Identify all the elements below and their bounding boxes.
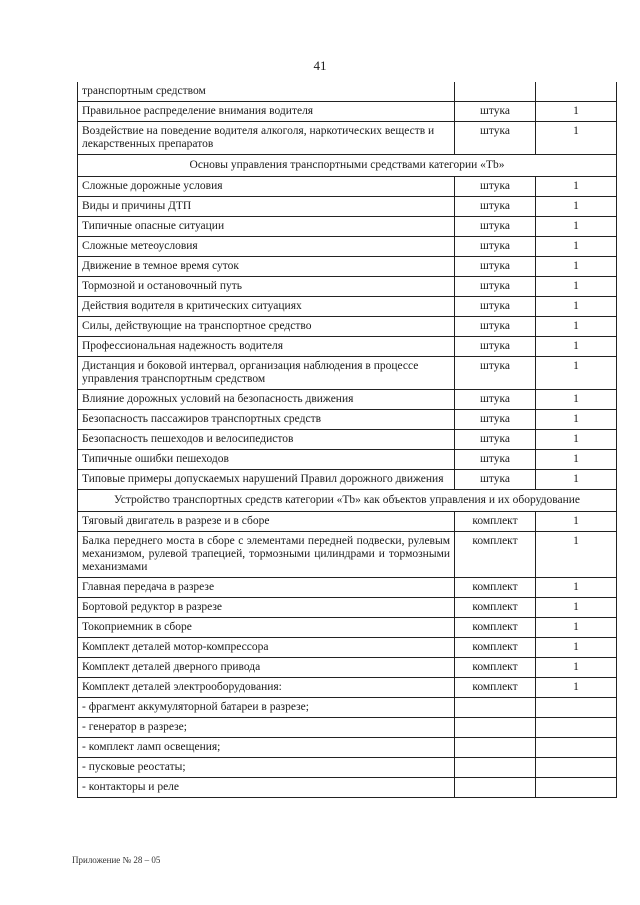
item-name: транспортным средством <box>78 82 455 102</box>
item-name: Типичные ошибки пешеходов <box>78 450 455 470</box>
item-name: Типичные опасные ситуации <box>78 217 455 237</box>
item-unit: штука <box>455 317 536 337</box>
item-name: - пусковые реостаты; <box>78 758 455 778</box>
item-name: Сложные метеоусловия <box>78 237 455 257</box>
page-footer: Приложение № 28 – 05 <box>72 855 161 865</box>
item-name: - контакторы и реле <box>78 778 455 798</box>
item-name: Токоприемник в сборе <box>78 618 455 638</box>
table-row <box>78 197 617 217</box>
item-qty: 1 <box>536 430 617 450</box>
item-qty: 1 <box>536 512 617 532</box>
item-qty: 1 <box>536 658 617 678</box>
item-unit: штука <box>455 470 536 490</box>
item-qty <box>536 758 617 778</box>
item-qty: 1 <box>536 297 617 317</box>
item-qty: 1 <box>536 237 617 257</box>
table-row <box>78 678 617 698</box>
item-name: Профессиональная надежность водителя <box>78 337 455 357</box>
table-row <box>78 658 617 678</box>
item-unit: комплект <box>455 598 536 618</box>
item-unit: штука <box>455 357 536 390</box>
item-name: Безопасность пешеходов и велосипедистов <box>78 430 455 450</box>
table-row <box>78 357 617 390</box>
item-unit <box>455 82 536 102</box>
item-qty: 1 <box>536 257 617 277</box>
item-qty: 1 <box>536 277 617 297</box>
item-unit: комплект <box>455 512 536 532</box>
item-qty: 1 <box>536 197 617 217</box>
table-row <box>78 758 617 778</box>
item-unit <box>455 698 536 718</box>
item-qty: 1 <box>536 410 617 430</box>
item-name: Комплект деталей электрооборудования: <box>78 678 455 698</box>
table-row <box>78 102 617 122</box>
item-qty <box>536 738 617 758</box>
item-name: Правильное распределение внимания водителя <box>78 102 455 122</box>
item-name: Силы, действующие на транспортное средство <box>78 317 455 337</box>
table-row <box>78 277 617 297</box>
item-unit: комплект <box>455 678 536 698</box>
table-row <box>78 778 617 798</box>
item-unit: комплект <box>455 532 536 578</box>
item-unit: штука <box>455 177 536 197</box>
item-qty <box>536 698 617 718</box>
item-qty: 1 <box>536 102 617 122</box>
item-name: Тормозной и остановочный путь <box>78 277 455 297</box>
item-name: - комплект ламп освещения; <box>78 738 455 758</box>
item-name: Комплект деталей мотор-компрессора <box>78 638 455 658</box>
item-qty: 1 <box>536 450 617 470</box>
table-row <box>78 317 617 337</box>
item-unit <box>455 778 536 798</box>
item-unit <box>455 758 536 778</box>
table-row <box>78 257 617 277</box>
item-qty: 1 <box>536 357 617 390</box>
table-row <box>78 122 617 155</box>
item-unit: штука <box>455 257 536 277</box>
item-unit: комплект <box>455 618 536 638</box>
section-title: Основы управления транспортными средствами категории «Тb» <box>78 155 617 177</box>
item-unit: штука <box>455 197 536 217</box>
item-qty: 1 <box>536 578 617 598</box>
table-row <box>78 217 617 237</box>
item-name: Балка переднего моста в сборе с элементами передней подвески, рулевым механизмом, рулевой трапецией, тормозными цилиндрами и тормозными механизмами <box>78 532 455 578</box>
item-name: Комплект деталей дверного привода <box>78 658 455 678</box>
item-qty: 1 <box>536 337 617 357</box>
item-qty: 1 <box>536 470 617 490</box>
item-name: Дистанция и боковой интервал, организация наблюдения в процессе управления транспортным средством <box>78 357 455 390</box>
item-name: Движение в темное время суток <box>78 257 455 277</box>
item-unit: штука <box>455 297 536 317</box>
item-name: Виды и причины ДТП <box>78 197 455 217</box>
item-unit <box>455 718 536 738</box>
item-unit: штука <box>455 277 536 297</box>
item-qty: 1 <box>536 317 617 337</box>
item-name: Типовые примеры допускаемых нарушений Правил дорожного движения <box>78 470 455 490</box>
item-unit: комплект <box>455 638 536 658</box>
item-name: - генератор в разрезе; <box>78 718 455 738</box>
item-unit: комплект <box>455 578 536 598</box>
item-unit: штука <box>455 390 536 410</box>
table-row <box>78 512 617 532</box>
item-name: - фрагмент аккумуляторной батареи в разрезе; <box>78 698 455 718</box>
table-row <box>78 598 617 618</box>
item-qty: 1 <box>536 177 617 197</box>
item-unit: штука <box>455 217 536 237</box>
item-qty <box>536 718 617 738</box>
table-row <box>78 430 617 450</box>
item-unit: комплект <box>455 658 536 678</box>
section-header-row <box>78 155 617 177</box>
page-number: 41 <box>313 58 327 73</box>
table-row <box>78 450 617 470</box>
item-qty: 1 <box>536 678 617 698</box>
equipment-table <box>77 82 617 798</box>
table-row <box>78 638 617 658</box>
item-unit: штука <box>455 237 536 257</box>
table-row <box>78 618 617 638</box>
item-unit <box>455 738 536 758</box>
table-row <box>78 237 617 257</box>
item-unit: штука <box>455 102 536 122</box>
table-row <box>78 718 617 738</box>
section-header-row <box>78 490 617 512</box>
table-row <box>78 177 617 197</box>
table-row <box>78 470 617 490</box>
section-title: Устройство транспортных средств категории «Тb» как объектов управления и их оборудование <box>78 490 617 512</box>
item-name: Бортовой редуктор в разрезе <box>78 598 455 618</box>
item-name: Тяговый двигатель в разрезе и в сборе <box>78 512 455 532</box>
item-name: Главная передача в разрезе <box>78 578 455 598</box>
item-unit: штука <box>455 410 536 430</box>
table-row <box>78 82 617 102</box>
table-row <box>78 578 617 598</box>
table-row <box>78 390 617 410</box>
table-row <box>78 698 617 718</box>
item-unit: штука <box>455 122 536 155</box>
item-name: Воздействие на поведение водителя алкоголя, наркотических веществ и лекарственных препаратов <box>78 122 455 155</box>
item-qty <box>536 778 617 798</box>
table-row <box>78 297 617 317</box>
item-qty: 1 <box>536 122 617 155</box>
item-name: Действия водителя в критических ситуациях <box>78 297 455 317</box>
item-qty: 1 <box>536 598 617 618</box>
item-unit: штука <box>455 430 536 450</box>
table-row <box>78 532 617 578</box>
table-row <box>78 410 617 430</box>
item-qty: 1 <box>536 618 617 638</box>
item-name: Безопасность пассажиров транспортных средств <box>78 410 455 430</box>
item-name: Сложные дорожные условия <box>78 177 455 197</box>
table-row <box>78 337 617 357</box>
table-row <box>78 738 617 758</box>
item-qty: 1 <box>536 217 617 237</box>
item-qty: 1 <box>536 638 617 658</box>
item-unit: штука <box>455 450 536 470</box>
item-unit: штука <box>455 337 536 357</box>
item-name: Влияние дорожных условий на безопасность движения <box>78 390 455 410</box>
item-qty: 1 <box>536 390 617 410</box>
item-qty <box>536 82 617 102</box>
item-qty: 1 <box>536 532 617 578</box>
